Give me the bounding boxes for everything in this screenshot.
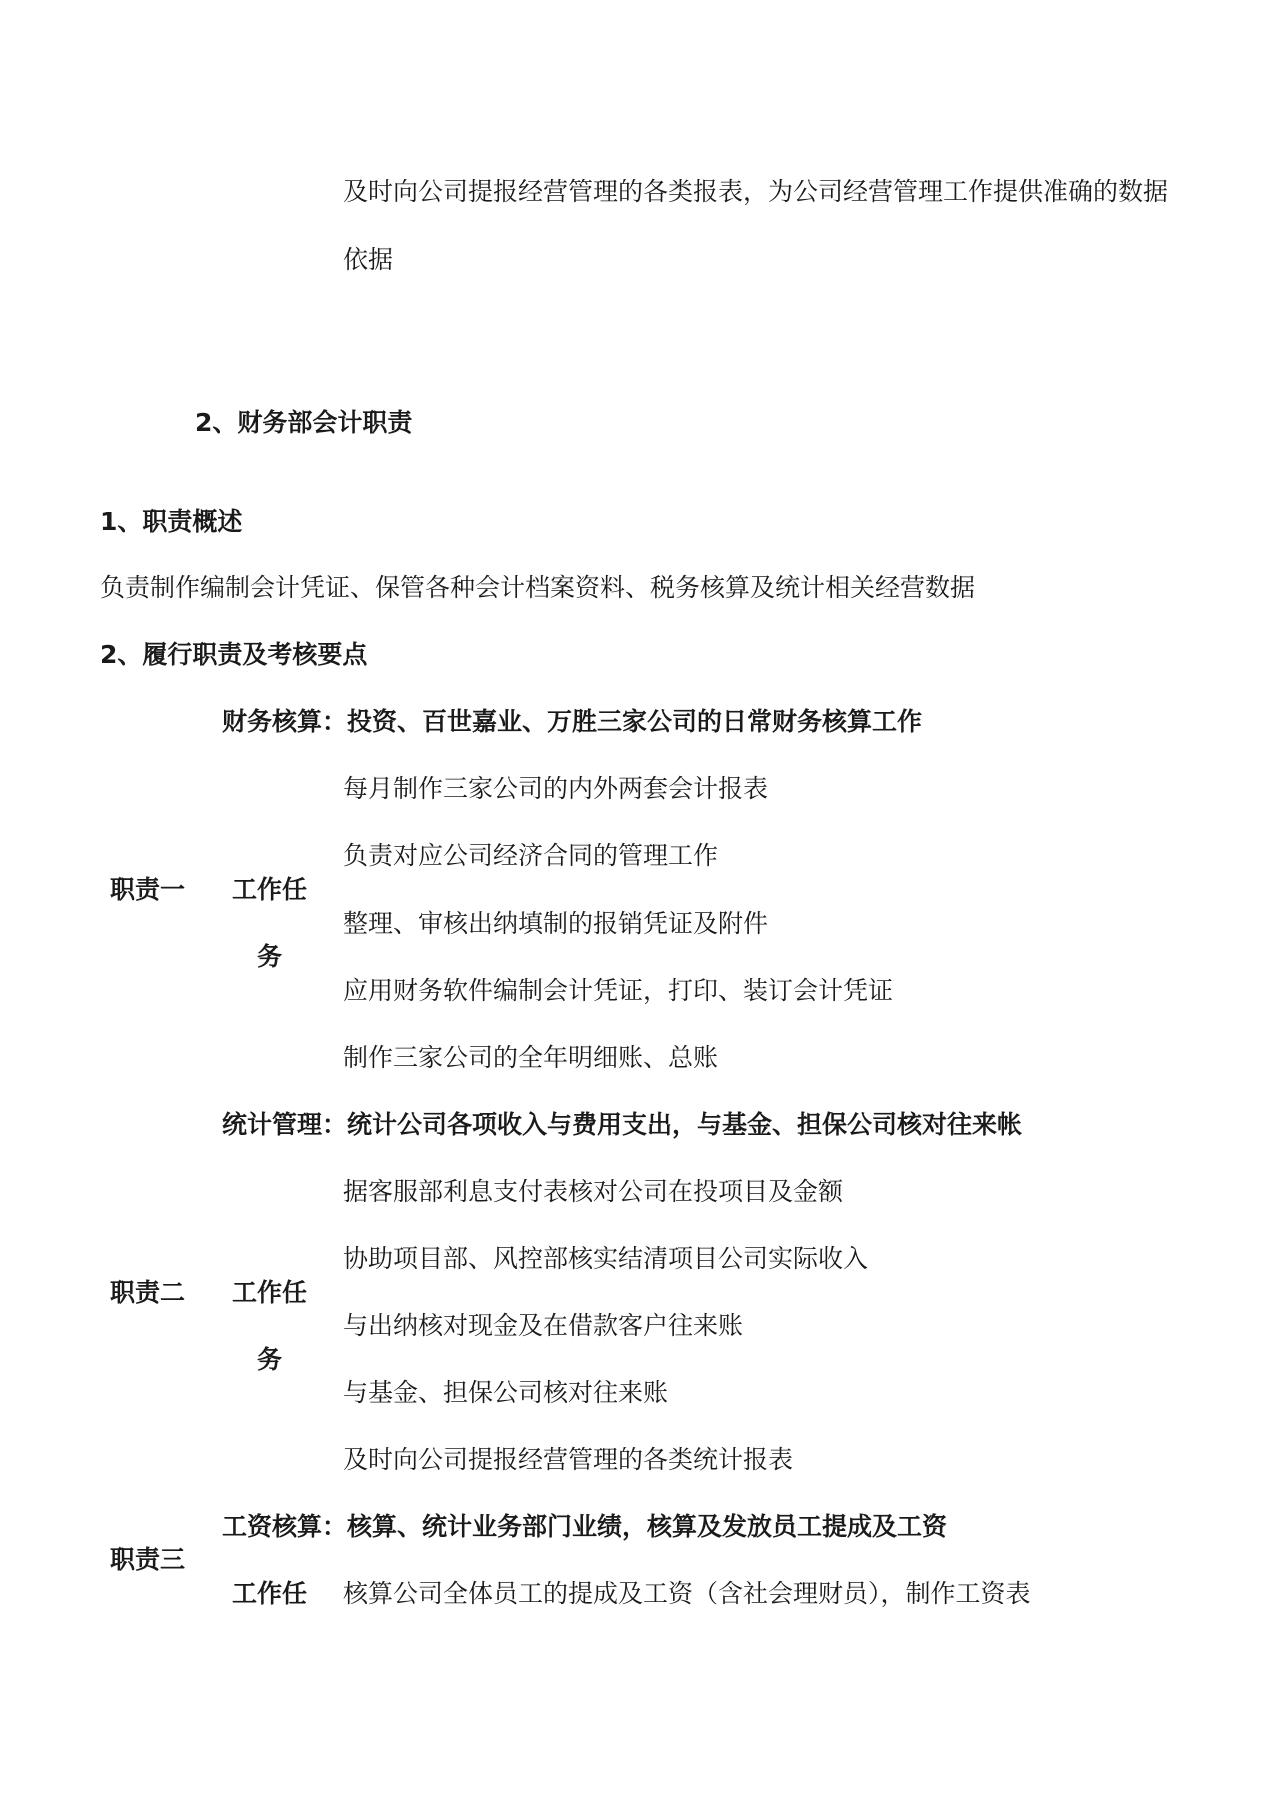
duty1-task-5: 制作三家公司的全年明细账、总账	[343, 1043, 719, 1072]
duty2-label: 职责二	[110, 1278, 186, 1307]
duty2-task-3: 与出纳核对现金及在借款客户往来账	[343, 1311, 744, 1340]
duty2-title: 统计管理：统计公司各项收入与费用支出，与基金、担保公司核对往来帐	[222, 1110, 1023, 1139]
duty1-label: 职责一	[110, 875, 186, 904]
duty1-title: 财务核算：投资、百世嘉业、万胜三家公司的日常财务核算工作	[222, 707, 923, 736]
duty2-task-5: 及时向公司提报经营管理的各类统计报表	[343, 1445, 794, 1474]
duty2-task-4: 与基金、担保公司核对往来账	[343, 1378, 669, 1407]
intro-line-1: 及时向公司提报经营管理的各类报表，为公司经营管理工作提供准确的数据	[343, 177, 1169, 206]
duty1-task-2: 负责对应公司经济合同的管理工作	[343, 841, 719, 870]
duty1-task-1: 每月制作三家公司的内外两套会计报表	[343, 774, 769, 803]
overview-text: 负责制作编制会计凭证、保管各种会计档案资料、税务核算及统计相关经营数据	[100, 573, 976, 602]
duty2-task-1: 据客服部利息支付表核对公司在投项目及金额	[343, 1177, 844, 1206]
duty3-task-label-1: 工作任	[232, 1579, 308, 1608]
overview-heading: 1、职责概述	[100, 507, 243, 536]
duty1-task-3: 整理、审核出纳填制的报销凭证及附件	[343, 909, 769, 938]
intro-line-2: 依据	[343, 245, 394, 274]
duty1-task-label-1: 工作任	[232, 875, 308, 904]
duty2-task-label-2: 务	[257, 1345, 283, 1374]
duty3-task-1: 核算公司全体员工的提成及工资（含社会理财员），制作工资表	[343, 1579, 1031, 1608]
duty2-task-2: 协助项目部、风控部核实结清项目公司实际收入	[343, 1244, 869, 1273]
duty3-label: 职责三	[110, 1545, 186, 1574]
duty1-task-label-2: 务	[257, 942, 283, 971]
duty1-task-4: 应用财务软件编制会计凭证，打印、装订会计凭证	[343, 976, 894, 1005]
section-title: 2、财务部会计职责	[195, 408, 413, 437]
duty2-task-label-1: 工作任	[232, 1278, 308, 1307]
duty3-title: 工资核算：核算、统计业务部门业绩，核算及发放员工提成及工资	[222, 1512, 948, 1541]
duties-heading: 2、履行职责及考核要点	[100, 640, 368, 669]
